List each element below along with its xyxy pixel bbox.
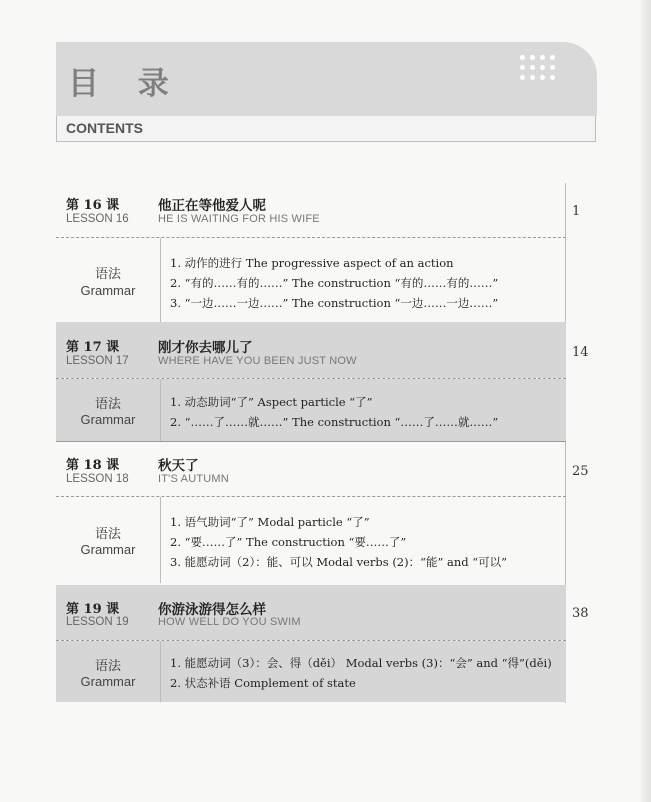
lesson-number-en: LESSON 16 (66, 213, 129, 225)
lesson-title-en[interactable]: HE IS WAITING FOR HIS WIFE (158, 213, 320, 225)
lesson-header-shade (56, 585, 566, 640)
grammar-item: 2. “有的……有的……” The construction “有的……有的……” (170, 276, 499, 290)
grammar-label-en: Grammar (80, 674, 136, 689)
lesson-number-en: LESSON 17 (66, 355, 129, 367)
row-divider (56, 640, 566, 641)
grammar-label-zh: 语法 (94, 659, 121, 674)
grammar-item: 3. “一边……一边……” The construction “一边……一边……” (170, 296, 499, 310)
lesson-number-zh: 第 18 课 (66, 458, 120, 473)
grammar-divider (160, 641, 161, 702)
page-number[interactable]: 25 (572, 464, 589, 479)
grammar-label-zh: 语法 (94, 267, 121, 282)
lesson-title-zh[interactable]: 你游泳游得怎么样 (158, 602, 266, 618)
grammar-divider (160, 379, 161, 441)
page-number[interactable]: 38 (572, 606, 589, 621)
row-divider (56, 441, 566, 442)
lesson-title-zh[interactable]: 秋天了 (158, 458, 199, 474)
grammar-item: 1. 动态助词“了” Aspect particle “了” (170, 395, 373, 409)
grammar-item: 2. “要……了” The construction “要……了” (170, 535, 407, 549)
lesson-title-en[interactable]: IT'S AUTUMN (158, 473, 229, 485)
lesson-number-zh: 第 16 课 (66, 198, 120, 213)
page-edge (641, 0, 651, 802)
row-divider (56, 496, 566, 497)
grammar-divider (160, 497, 161, 583)
row-divider (56, 378, 566, 379)
grammar-item: 2. “……了……就……” The construction “……了……就……” (170, 415, 499, 429)
grammar-item: 1. 动作的进行 The progressive aspect of an action (170, 256, 454, 270)
grammar-divider (160, 238, 161, 322)
page-number[interactable]: 1 (572, 204, 581, 219)
contents-subtitle: CONTENTS (66, 120, 143, 136)
grammar-label-en: Grammar (80, 542, 136, 557)
grammar-item: 2. 状态补语 Complement of state (170, 676, 356, 690)
page-number[interactable]: 14 (572, 345, 589, 360)
grammar-item: 1. 能愿动词（3）：会、得（děi） Modal verbs (3)：“会” and “得”(děi) (170, 656, 552, 670)
grammar-label-zh: 语法 (94, 527, 121, 542)
lesson-number-en: LESSON 19 (66, 616, 129, 628)
row-divider (56, 237, 566, 238)
lesson-title-zh[interactable]: 他正在等他爱人呢 (158, 198, 266, 214)
page-title: 目 录 (68, 66, 183, 102)
lesson-header-shade (56, 322, 566, 378)
grammar-label-zh: 语法 (94, 397, 121, 412)
lesson-title-en[interactable]: HOW WELL DO YOU SWIM (158, 616, 301, 628)
grammar-label-en: Grammar (80, 412, 136, 427)
lesson-number-en: LESSON 18 (66, 473, 129, 485)
grammar-item: 3. 能愿动词（2）：能、可以 Modal verbs (2)：“能” and “可以” (170, 555, 508, 569)
lesson-title-en[interactable]: WHERE HAVE YOU BEEN JUST NOW (158, 355, 357, 367)
grammar-item: 1. 语气助词“了” Modal particle “了” (170, 515, 370, 529)
lesson-number-zh: 第 19 课 (66, 602, 120, 617)
dot-grid-decoration (520, 55, 566, 89)
lesson-title-zh[interactable]: 刚才你去哪儿了 (158, 340, 253, 356)
grammar-label-en: Grammar (80, 283, 136, 298)
lesson-number-zh: 第 17 课 (66, 340, 120, 355)
